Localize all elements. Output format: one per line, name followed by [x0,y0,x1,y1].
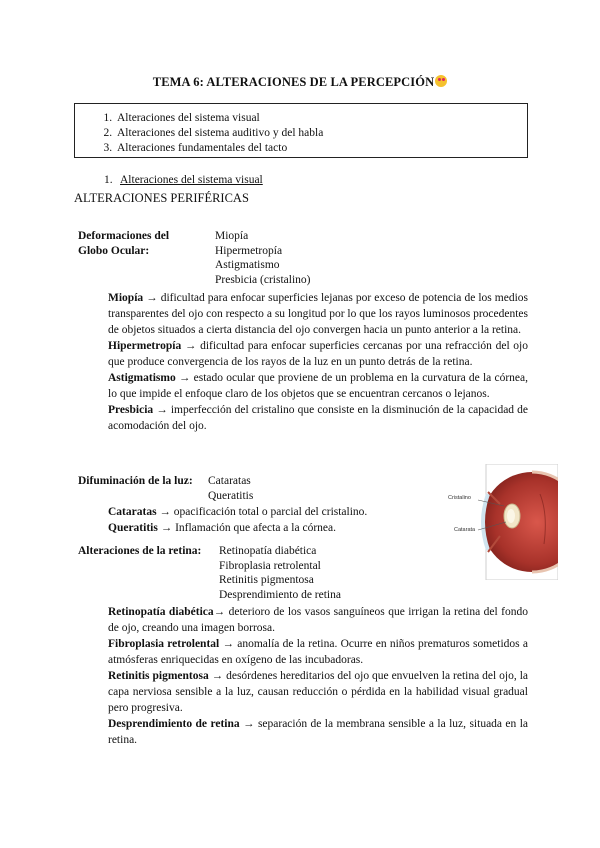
definition-paragraph: Retinitis pigmentosa → desórdenes hereditarios del ojo que envuelven la retina del ojo, la capa nerviosa sensible a la luz, causan reducción o pérdida en la habilidad visual gradual pero progresiva. [108,670,528,714]
definition-term: Retinopatía diabética [108,606,214,618]
definition-paragraph: Cataratas → opacificación total o parcial del cristalino. [108,506,368,518]
list-item: Miopía [215,230,249,242]
retina-list [219,544,341,602]
definition-paragraph: Queratitis → Inflamación que afecta a la córnea. [108,522,336,534]
difuminacion-list [208,474,253,503]
list-item: Desprendimiento de retina [219,588,341,601]
toc-item: 1. Alteraciones del sistema visual [115,111,527,126]
section-heading [104,174,263,186]
section-title: Alteraciones del sistema visual [120,174,263,186]
definition-paragraph: Presbicia → imperfección del cristalino que consiste en la disminución de la capacidad de acomodación del ojo. [108,404,528,432]
definition-term: Hipermetropía [108,340,182,352]
list-item: Hipermetropía [215,244,283,257]
subsection-heading: ALTERACIONES PERIFÉRICAS [74,191,249,205]
definition-term: Miopía [108,292,144,304]
retina-label: Alteraciones de la retina: [78,545,202,557]
figure-label-catarata: Catarata [454,527,476,533]
list-item: Retinopatía diabética [219,545,317,557]
definition-term: Fibroplasia retrolental [108,638,220,650]
section-number: 1. [104,174,113,186]
list-item: Queratitis [208,489,254,502]
definition-term: Cataratas [108,506,157,518]
eye-cataract-figure [448,464,558,580]
deformaciones-label: Deformaciones del Globo Ocular: [78,230,170,257]
page-title: TEMA 6: ALTERACIONES DE LA PERCEPCIÓN [0,75,600,90]
definition-paragraph: Miopía → dificultad para enfocar superficies lejanas por exceso de potencia de los medios transparentes del ojo con respecto a su longitud por lo que los rayos luminosos procedentes de objetos situados a cierta distancia del ojo convergen hacia un punto anterior a la retina. [108,292,528,336]
definition-term: Presbicia [108,404,154,416]
definitions-group-retina [108,604,528,748]
difuminacion-label: Difuminación de la luz: [78,475,193,487]
heart-eyes-emoji-icon [435,75,447,87]
definition-paragraph: Fibroplasia retrolental → anomalía de la retina. Ocurre en niños prematuros sometidos a atmósferas enriquecidas en oxígeno de las incubadoras. [108,638,528,666]
list-item: Fibroplasia retrolental [219,559,321,572]
definition-term: Desprendimiento de retina [108,718,240,730]
list-item: Presbicia (cristalino) [215,273,311,286]
definition-paragraph: Hipermetropía → dificultad para enfocar superficies cercanas por una refracción del ojo que produce convergencia de los rayos de la luz en un punto detrás de la retina. [108,340,528,368]
list-item: Retinitis pigmentosa [219,574,314,586]
deformaciones-list [215,229,310,287]
toc-item: 2. Alteraciones del sistema auditivo y del habla [115,126,527,141]
definition-paragraph: Astigmatismo → estado ocular que proviene de un problema en la curvatura de la córnea, lo que impide el enfoque claro de los objetos que se encuentran cercanos o lejanos. [108,372,528,400]
definition-term: Retinitis pigmentosa [108,670,209,682]
definitions-group-difuminacion [108,504,438,536]
list-item: Astigmatismo [215,259,280,271]
table-of-contents [74,103,528,158]
figure-label-cristalino: Cristalino [448,495,471,501]
definitions-group-deformaciones [108,290,528,434]
definition-term: Astigmatismo [108,372,176,384]
list-item: Cataratas [208,475,251,487]
definition-paragraph: Retinopatía diabética→ deterioro de los vasos sanguíneos que irrigan la retina del fondo de ojo, creando una imagen borrosa. [108,606,528,634]
eye-illustration [448,464,558,580]
definition-term: Queratitis [108,522,158,534]
toc-item: 3. Alteraciones fundamentales del tacto [115,141,527,156]
definition-paragraph: Desprendimiento de retina → separación de la membrana sensible a la luz, situada en la retina. [108,718,528,746]
